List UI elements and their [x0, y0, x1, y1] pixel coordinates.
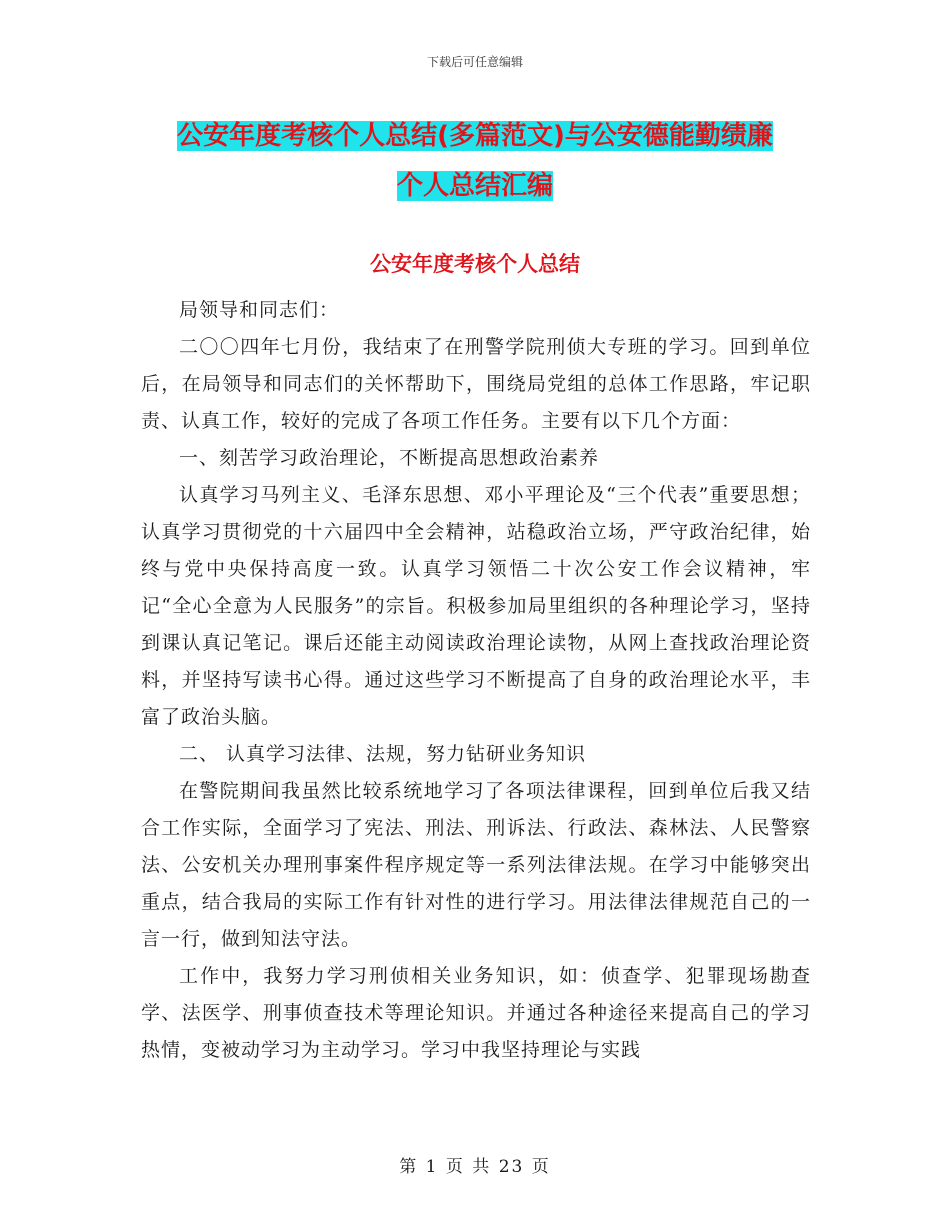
body-paragraph: 认真学习马列主义、毛泽东思想、邓小平理论及“三个代表”重要思想；认真学习贯彻党的十六届四中全会精神，站稳政治立场，严守政治纪律，始终与党中央保持高度一致。认真学习领悟二十次公安工作会议精神，牢记“全心全意为人民服务”的宗旨。积极参加局里组织的各种理论学习，坚持到课认真记笔记。课后还能主动阅读政治理论读物，从网上查找政治理论资料，并坚持写读书心得。通过这些学习不断提高了自身的政治理论水平，丰富了政治头脑。: [141, 484, 811, 728]
document-body: [141, 292, 811, 1069]
body-paragraph: 在警院期间我虽然比较系统地学习了各项法律课程，回到单位后我又结合工作实际，全面学习了宪法、刑法、刑诉法、行政法、森林法、人民警察法、公安机关办理刑事案件程序规定等一系列法律法规。在学习中能够突出重点，结合我局的实际工作有针对性的进行学习。用法律法律规范自己的一言一行，做到知法守法。: [141, 780, 811, 950]
document-title-line-1: 公安年度考核个人总结(多篇范文)与公安德能勤绩廉: [177, 121, 773, 151]
body-paragraph: 二〇〇四年七月份，我结束了在刑警学院刑侦大专班的学习。回到单位后，在局领导和同志们的关怀帮助下，围绕局党组的总体工作思路，牢记职责、认真工作，较好的完成了各项工作任务。主要有以下几个方面：: [141, 336, 811, 432]
section-title: 公安年度考核个人总结: [370, 252, 580, 276]
page-header-note: 下载后可任意编辑: [426, 55, 523, 69]
body-paragraph: 工作中，我努力学习刑侦相关业务知识，如：侦查学、犯罪现场勘查学、法医学、刑事侦查技术等理论知识。并通过各种途径来提高自己的学习热情，变被动学习为主动学习。学习中我坚持理论与实践: [141, 965, 811, 1061]
section-heading-1: 一、刻苦学习政治理论，不断提高思想政治素养: [179, 447, 600, 469]
document-title-line-2: 个人总结汇编: [396, 171, 553, 201]
section-heading-2: 二、 认真学习法律、法规，努力钻研业务知识: [179, 743, 587, 765]
page-number-footer: 第 1 页 共 23 页: [399, 1157, 551, 1177]
document-title: [140, 111, 810, 211]
salutation-paragraph: 局领导和同志们：: [179, 299, 340, 321]
